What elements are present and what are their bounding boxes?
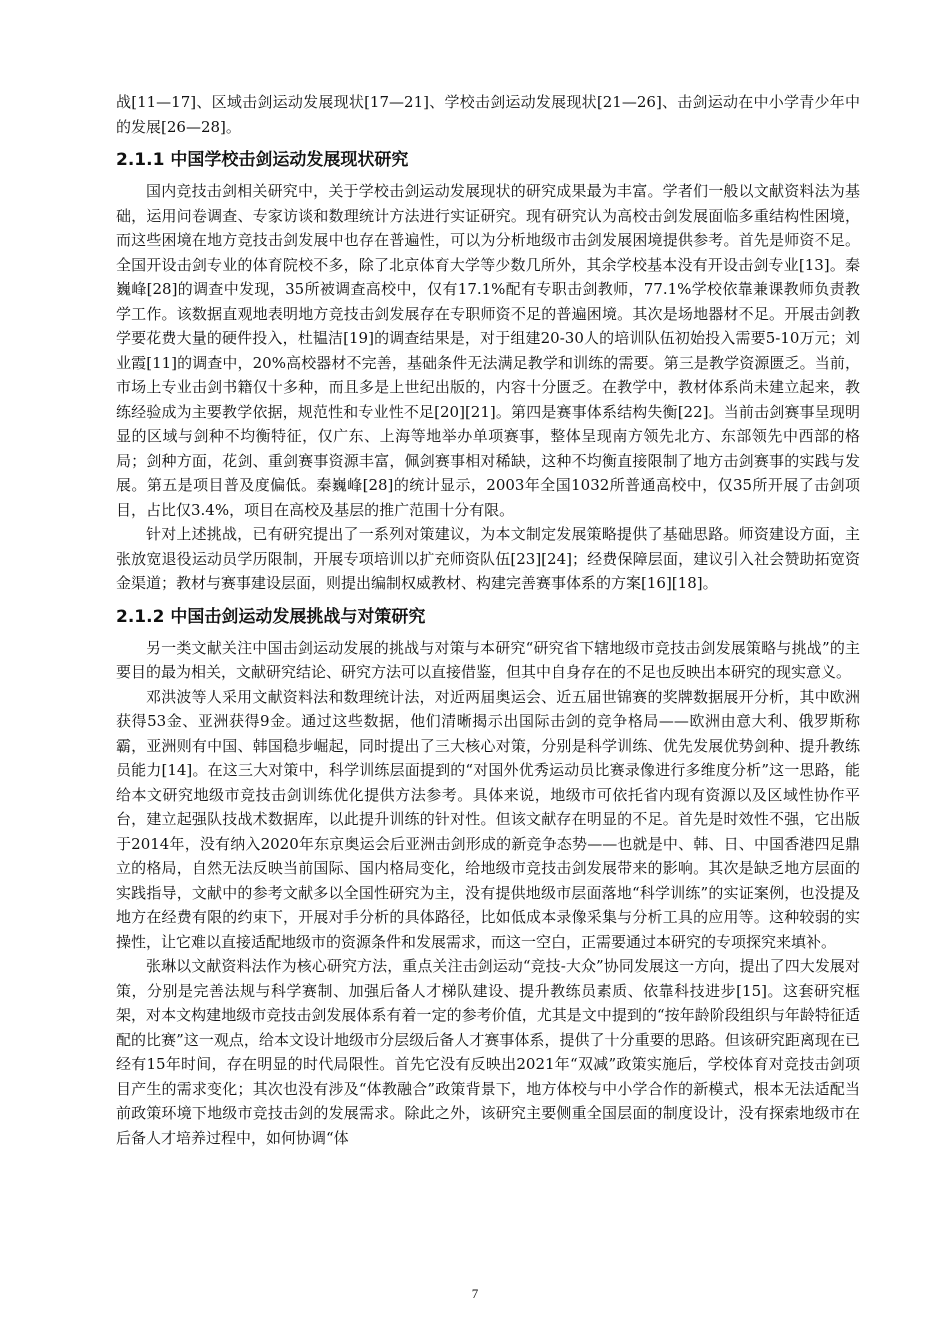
section-heading-2-1-2: 2.1.2 中国击剑运动发展挑战与对策研究 bbox=[116, 606, 426, 627]
paragraph-countermeasures: 针对上述挑战，已有研究提出了一系列对策建议，为本文制定发展策略提供了基础思路。师资建设方面，主张放宽退役运动员学历限制，开展专项培训以扩充师资队伍[23][24]；经费保障层面，建议引入社会赞助拓宽资金渠道；教材与赛事建设层面，则提出编制权威教材、构建完善赛事体系的方案[16][18]。 bbox=[116, 525, 860, 592]
paragraph-intro-continued: 战[11—17]、区域击剑运动发展现状[17—21]、学校击剑运动发展现状[21—26]、击剑运动在中小学青少年中的发展[26—28]。 bbox=[116, 93, 860, 136]
paragraph-zhang-lin-study: 张琳以文献资料法作为核心研究方法，重点关注击剑运动“竞技-大众”协同发展这一方向，提出了四大发展对策，分别是完善法规与科学赛制、加强后备人才梯队建设、提升教练员素质、依靠科技进步[15]。这套研究框架，对本文构建地级市竞技击剑发展体系有着一定的参考价值，尤其是文中提到的“按年龄阶段组织与年龄特征适配的比赛”这一观点，给本文设计地级市分层级后备人才赛事体系，提供了十分重要的思路。但该研究距离现在已经有15年时间，存在明显的时代局限性。首先它没有反映出2021年“双减”政策实施后，学校体育对竞技击剑项目产生的需求变化；其次也没有涉及“体教融合”政策背景下，地方体校与中小学合作的新模式，根本无法适配当前政策环境下地级市竞技击剑的发展需求。除此之外，该研究主要侧重全国层面的制度设计，没有探索地级市在后备人才培养过程中，如何协调“体 bbox=[116, 957, 860, 1147]
page-content bbox=[116, 90, 860, 1150]
paragraph-school-fencing-status: 国内竞技击剑相关研究中，关于学校击剑运动发展现状的研究成果最为丰富。学者们一般以文献资料法为基础，运用问卷调查、专家访谈和数理统计方法进行实证研究。现有研究认为高校击剑发展面临多重结构性困境，而这些困境在地方竞技击剑发展中也存在普遍性，可以为分析地级市击剑发展困境提供参考。首先是师资不足。全国开设击剑专业的体育院校不多，除了北京体育大学等少数几所外，其余学校基本没有开设击剑专业[13]。秦巍峰[28]的调查中发现，35所被调查高校中，仅有17.1%配有专职击剑教师，77.1%学校依靠兼课教师负责教学工作。该数据直观地表明地方竞技击剑发展存在专职师资不足的普遍困境。其次是场地器材不足。开展击剑教学要花费大量的硬件投入，杜韫洁[19]的调查结果是，对于组建20-30人的培训队伍初始投入需要5-10万元；刘业霞[11]的调查中，20%高校器材不完善，基础条件无法满足教学和训练的需要。第三是教学资源匮乏。当前，市场上专业击剑书籍仅十多种，而且多是上世纪出版的，内容十分匮乏。在教学中，教材体系尚未建立起来，教练经验成为主要教学依据，规范性和专业性不足[20][21]。第四是赛事体系结构失衡[22]。当前击剑赛事呈现明显的区域与剑种不均衡特征，仅广东、上海等地举办单项赛事，整体呈现南方领先北方、东部领先中西部的格局；剑种方面，花剑、重剑赛事资源丰富，佩剑赛事相对稀缺，这种不均衡直接限制了地方击剑赛事的实践与发展。第五是项目普及度偏低。秦巍峰[28]的统计显示，2003年全国1032所普通高校中，仅35所开展了击剑项目，占比仅3.4%，项目在高校及基层的推广范围十分有限。 bbox=[116, 182, 860, 519]
paragraph-challenges-overview: 另一类文献关注中国击剑运动发展的挑战与对策与本研究“研究省下辖地级市竞技击剑发展策略与挑战”的主要目的最为相关，文献研究结论、研究方法可以直接借鉴，但其中自身存在的不足也反映出本研究的现实意义。 bbox=[116, 638, 860, 681]
section-heading-2-1-1: 2.1.1 中国学校击剑运动发展现状研究 bbox=[116, 150, 409, 170]
page-number: 7 bbox=[471, 1286, 479, 1301]
paragraph-deng-hongbo-study: 邓洪波等人采用文献资料法和数理统计法，对近两届奥运会、近五届世锦赛的奖牌数据展开分析，其中欧洲获得53金、亚洲获得9金。通过这些数据，他们清晰揭示出国际击剑的竞争格局——欧洲由意大利、俄罗斯称霸，亚洲则有中国、韩国稳步崛起，同时提出了三大核心对策，分别是科学训练、优先发展优势剑种、提升教练员能力[14]。在这三大对策中，科学训练层面提到的“对国外优秀运动员比赛录像进行多维度分析”这一思路，能给本文研究地级市竞技击剑训练优化提供方法参考。具体来说，地级市可依托省内现有资源以及区域性协作平台，建立起强队技战术数据库，以此提升训练的针对性。但该文献存在明显的不足。首先是时效性不强，它出版于2014年，没有纳入2020年东京奥运会后亚洲击剑形成的新竞争态势——也就是中、韩、日、中国香港四足鼎立的格局，自然无法反映当前国际、国内格局变化，给地级市竞技击剑发展带来的影响。其次是缺乏地方层面的实践指导，文献中的参考文献多以全国性研究为主，没有提供地级市层面落地“科学训练”的实证案例，也没提及地方在经费有限的约束下，开展对手分析的具体路径，比如低成本录像采集与分析工具的应用等。这种较弱的实操性，让它难以直接适配地级市的资源条件和发展需求，而这一空白，正需要通过本研究的专项探究来填补。 bbox=[116, 687, 860, 951]
